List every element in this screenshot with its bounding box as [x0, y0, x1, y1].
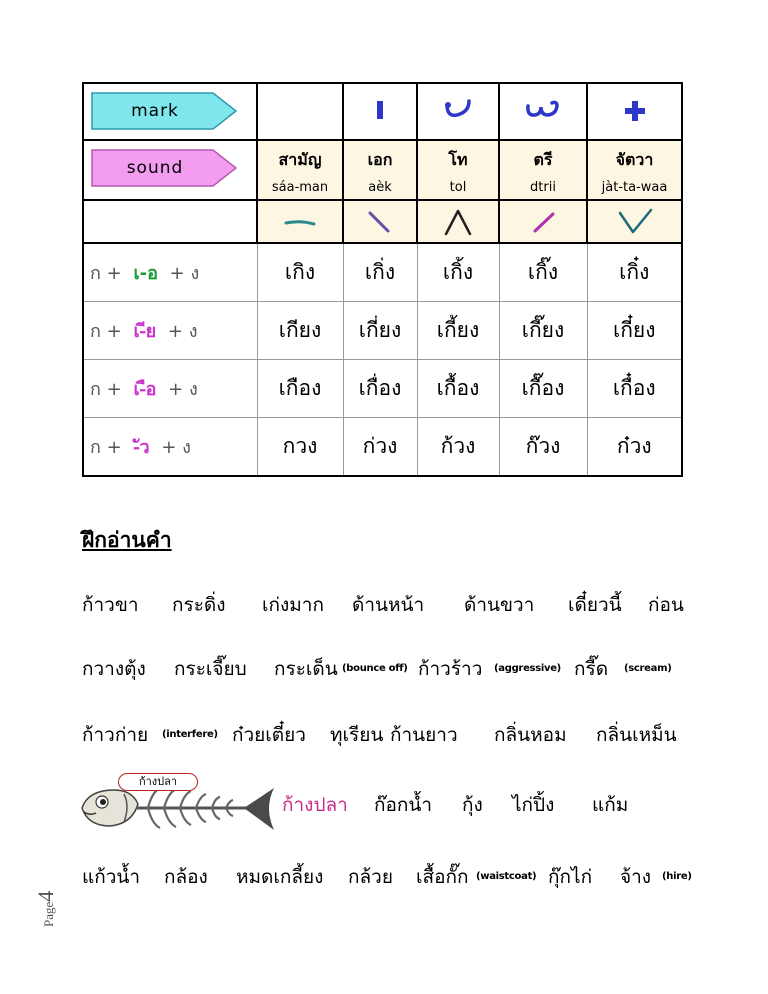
tone-roman: jàt-ta-waa [601, 179, 668, 195]
practice-word: กลิ่นเหม็น [596, 724, 677, 746]
formula-final: ง [189, 379, 198, 400]
mark-label-cell [83, 83, 257, 140]
word-gloss: (scream) [624, 663, 672, 674]
word-gloss: (aggressive) [494, 663, 561, 674]
word-cell: เกี๊ยง [499, 302, 587, 360]
mark-none [257, 83, 343, 140]
syllable-formula [83, 418, 257, 477]
mark-label: mark [131, 101, 179, 121]
page-number: 4 [33, 890, 58, 902]
formula-vowel: เ-ีย [133, 321, 157, 342]
tone-ek [343, 140, 417, 200]
falling-tone-contour-icon [438, 207, 478, 237]
word-gloss: (waistcoat) [476, 871, 537, 882]
practice-word: ไก่ปิ้ง [512, 794, 555, 816]
practice-word: ด้านขวา [464, 594, 535, 616]
word-cell: เกิ๊ง [499, 243, 587, 302]
tone-name: เอก [367, 149, 393, 169]
word-cell: ก๋วง [587, 418, 682, 477]
mark-ek [343, 83, 417, 140]
formula-plus: + [106, 379, 122, 400]
practice-word: ด้านหน้า [352, 594, 425, 616]
mai-tho-mark-icon [441, 97, 475, 123]
practice-word: กระดิ่ง [172, 594, 226, 616]
practice-word: กุ้ง [462, 794, 483, 816]
word-gloss: (hire) [662, 871, 692, 882]
formula-plus: + [168, 379, 184, 400]
contour-falling [417, 200, 499, 243]
mark-chattawa [587, 83, 682, 140]
practice-word: แก้ม [592, 794, 629, 816]
sound-label-cell [83, 140, 257, 200]
mai-tri-mark-icon [523, 97, 563, 123]
formula-plus: + [161, 437, 177, 458]
table-row [83, 302, 682, 360]
word-cell: เกื่อง [343, 360, 417, 418]
practice-word: ก๋วยเตี๋ยว [232, 724, 306, 746]
formula-vowel: เ-อ [133, 263, 158, 284]
table-row [83, 360, 682, 418]
practice-word: ก้านยาว [390, 724, 458, 746]
practice-word: เสื้อกั๊ก [416, 866, 469, 888]
formula-plus: + [167, 321, 183, 342]
word-cell: เกียง [257, 302, 343, 360]
section-title: ฝึกอ่านคำ [82, 528, 172, 552]
practice-word: กล้อง [164, 866, 208, 888]
word-gloss: (bounce off) [342, 663, 408, 674]
low-tone-contour-icon [360, 209, 400, 235]
practice-word: ก้าวก่าย [82, 724, 149, 746]
tone-roman: aèk [368, 179, 392, 195]
sound-label: sound [126, 158, 184, 178]
page-number-label [28, 868, 58, 928]
mark-arrow-label [91, 92, 237, 130]
fish-tag-label: ก้างปลา [118, 773, 198, 791]
practice-word: ทุเรียน [330, 724, 384, 746]
word-cell: เกื๋อง [587, 360, 682, 418]
word-cell: เกี๋ยง [587, 302, 682, 360]
formula-initial: ก [90, 321, 101, 342]
formula-final: ง [190, 263, 200, 284]
practice-word: ก้าวร้าว [418, 658, 483, 680]
word-cell: เกี่ยง [343, 302, 417, 360]
rising-tone-contour-icon [613, 207, 657, 237]
practice-word: กระเจี๊ยบ [174, 658, 247, 680]
table-row [83, 243, 682, 302]
formula-initial: ก [90, 437, 101, 458]
formula-plus: + [106, 437, 122, 458]
tone-tri [499, 140, 587, 200]
formula-vowel: -ัว [133, 437, 150, 458]
word-cell: เกื้อง [417, 360, 499, 418]
word-cell: เกื๊อง [499, 360, 587, 418]
syllable-formula [83, 243, 257, 302]
contour-label-cell [83, 200, 257, 243]
word-cell: ก๊วง [499, 418, 587, 477]
word-cell: เกิ่ง [343, 243, 417, 302]
mark-tri [499, 83, 587, 140]
formula-plus: + [106, 321, 122, 342]
tone-chattawa [587, 140, 682, 200]
word-cell: กวง [257, 418, 343, 477]
practice-word: ก่อน [648, 594, 684, 616]
practice-word: ก้าวขา [82, 594, 139, 616]
tone-name: ตรี [533, 149, 553, 169]
page-number-rotated [33, 867, 58, 927]
mid-tone-contour-icon [280, 209, 320, 235]
word-cell: ก่วง [343, 418, 417, 477]
contour-low [343, 200, 417, 243]
sound-arrow-label [91, 149, 237, 187]
mark-tho [417, 83, 499, 140]
tone-name: จัตวา [615, 149, 654, 169]
word-cell: เกี้ยง [417, 302, 499, 360]
formula-final: ง [182, 437, 191, 458]
contour-mid [257, 200, 343, 243]
formula-initial: ก [90, 263, 101, 284]
tone-table [82, 82, 683, 477]
practice-word: จ้าง [620, 866, 652, 888]
formula-final: ง [188, 321, 198, 342]
tone-name: สามัญ [278, 149, 322, 169]
tone-tho [417, 140, 499, 200]
syllable-formula [83, 360, 257, 418]
practice-word: กวางตุ้ง [82, 658, 146, 680]
practice-word: กระเด็น [274, 658, 338, 680]
tone-roman: dtrii [530, 179, 556, 195]
practice-word: แก้วน้ำ [82, 866, 141, 888]
tone-name: โท [448, 149, 468, 169]
contour-high [499, 200, 587, 243]
word-cell: เกิ๋ง [587, 243, 682, 302]
contour-rising [587, 200, 682, 243]
word-cell: เกือง [257, 360, 343, 418]
high-tone-contour-icon [523, 209, 563, 235]
word-cell: เกิ้ง [417, 243, 499, 302]
formula-vowel: เ-ือ [133, 379, 157, 400]
tone-samaan [257, 140, 343, 200]
practice-word: เดี๋ยวนี้ [568, 594, 622, 616]
mai-chattawa-mark-icon [622, 97, 648, 123]
word-cell: ก้วง [417, 418, 499, 477]
word-gloss: (interfere) [162, 729, 218, 740]
practice-word: กรี๊ด [574, 658, 609, 680]
formula-initial: ก [90, 379, 101, 400]
practice-word: กล้วย [348, 866, 393, 888]
word-cell: เกิง [257, 243, 343, 302]
formula-plus: + [169, 263, 185, 284]
practice-word: เก่งมาก [262, 594, 324, 616]
formula-plus: + [106, 263, 122, 284]
practice-word: หมดเกลี้ยง [236, 866, 324, 888]
practice-word: กลิ่นหอม [494, 724, 567, 746]
mai-ek-mark-icon [370, 97, 390, 123]
syllable-formula [83, 302, 257, 360]
page-word: Page [41, 901, 56, 927]
tone-roman: sáa-man [271, 179, 329, 195]
tone-roman: tol [449, 179, 467, 195]
practice-word: ก๊อกน้ำ [374, 794, 433, 816]
table-row [83, 418, 682, 477]
practice-word: กุ๊กไก่ [548, 866, 593, 888]
practice-word: ก้างปลา [282, 794, 348, 816]
